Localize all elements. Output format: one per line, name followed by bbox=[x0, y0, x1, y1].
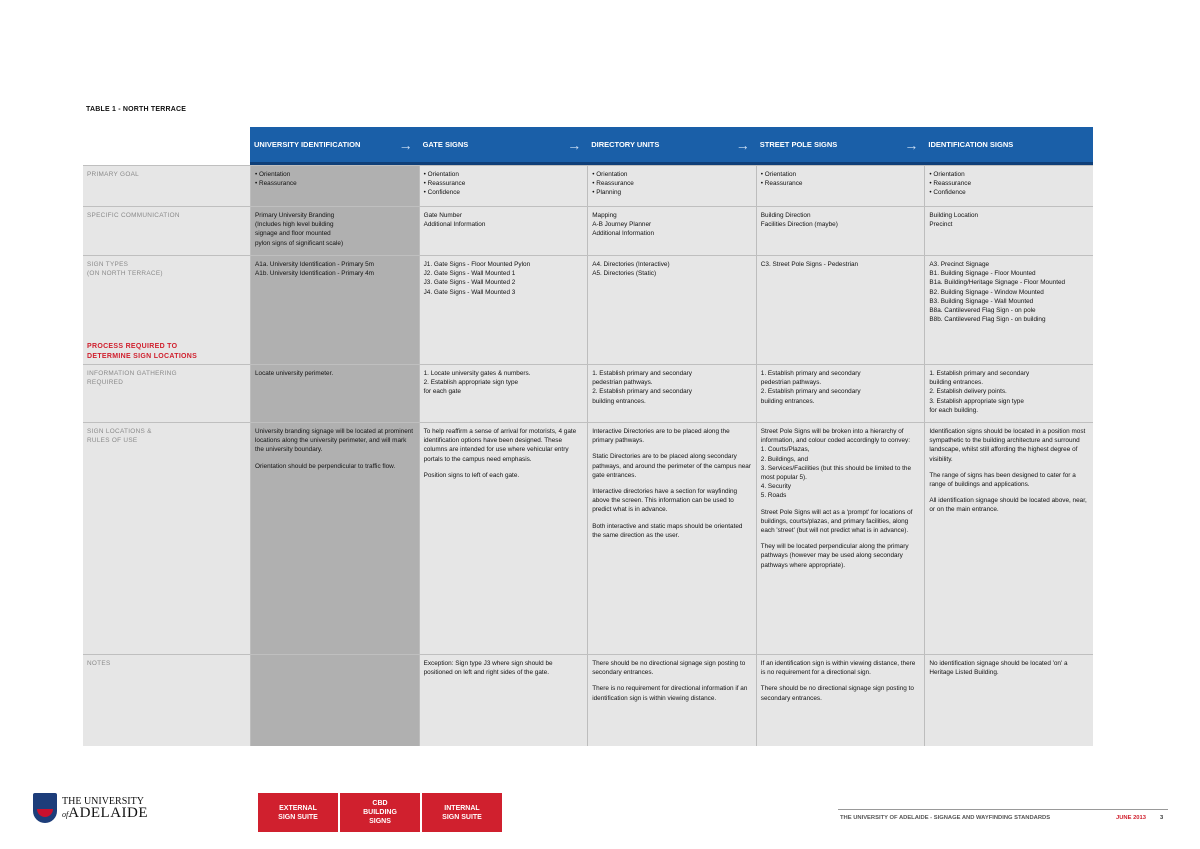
tab-internal-sign-suite[interactable]: INTERNAL SIGN SUITE bbox=[422, 793, 502, 832]
table-header bbox=[83, 127, 1093, 165]
logo-line-2: ADELAIDE bbox=[68, 805, 149, 821]
cell-paragraph: Both interactive and static maps should be orientated the same direction as the user. bbox=[592, 522, 743, 539]
table-row-information-gathering bbox=[83, 364, 1093, 422]
table-cell: C3. Street Pole Signs - Pedestrian bbox=[756, 256, 925, 364]
cell-paragraph: Street Pole Signs will act as a 'prompt' for locations of buildings, courts/plazas, and primary facilities, along each 'street' (but will not predict what is in advance). bbox=[760, 508, 913, 535]
tab-external-sign-suite[interactable]: EXTERNAL SIGN SUITE bbox=[258, 793, 338, 832]
university-logo[interactable] bbox=[33, 793, 148, 823]
cell-paragraph: Exception: Sign type J3 where sign should be positioned on left and right sides of the gate. bbox=[423, 660, 553, 677]
table-cell: 1. Establish primary and secondary pedestrian pathways. 2. Establish primary and secondary building entrances. bbox=[587, 365, 756, 422]
table-row-sign-locations bbox=[83, 422, 1093, 654]
table-cell bbox=[419, 423, 588, 654]
column-header-street-pole-signs: STREET POLE SIGNS → bbox=[756, 127, 925, 165]
row-label: SIGN LOCATIONS & RULES OF USE bbox=[83, 423, 250, 654]
logo-line-1: THE UNIVERSITY bbox=[62, 796, 144, 807]
table-row-primary-goal bbox=[83, 165, 1093, 206]
cell-paragraph: No identification signage should be located 'on' a Heritage Listed Building. bbox=[929, 660, 1068, 677]
cell-paragraph: Position signs to left of each gate. bbox=[423, 471, 520, 479]
table-cell: • Orientation • Reassurance bbox=[756, 166, 925, 206]
arrow-right-icon: → bbox=[567, 137, 582, 153]
table-cell: Building Direction Facilities Direction (maybe) bbox=[756, 207, 925, 255]
table-row-notes bbox=[83, 654, 1093, 746]
table-cell bbox=[756, 423, 925, 654]
table-cell: Building Location Precinct bbox=[924, 207, 1093, 255]
document-title: THE UNIVERSITY OF ADELAIDE - SIGNAGE AND WAYFINDING STANDARDS bbox=[840, 815, 1051, 821]
footer-divider bbox=[838, 809, 1168, 810]
table-cell: Locate university perimeter. bbox=[250, 365, 419, 422]
table-cell: 1. Locate university gates & numbers. 2. Establish appropriate sign type for each gate bbox=[419, 365, 588, 422]
table-cell bbox=[250, 423, 419, 654]
table-cell: • Orientation • Reassurance • Planning bbox=[587, 166, 756, 206]
table-cell: • Orientation • Reassurance • Confidence bbox=[924, 166, 1093, 206]
cell-paragraph: Static Directories are to be placed along secondary pathways, and around the perimeter of the campus near gate entrances. bbox=[592, 453, 751, 479]
cell-paragraph: Identification signs should be located in a position most sympathetic to the building architecture and surround landscape, whilst still affording the highest degree of visibility. bbox=[929, 428, 1086, 463]
row-label: INFORMATION GATHERING REQUIRED bbox=[83, 365, 250, 422]
table-cell: Primary University Branding (Includes high level building signage and floor mounted pylon signs of significant scale) bbox=[250, 207, 419, 255]
table-cell: J1. Gate Signs - Floor Mounted Pylon J2. Gate Signs - Wall Mounted 1 J3. Gate Signs - Wall Mounted 2 J4. Gate Signs - Wall Mounted 3 bbox=[419, 256, 588, 364]
column-header-identification-signs: IDENTIFICATION SIGNS bbox=[924, 127, 1093, 165]
table-cell: A1a. University Identification - Primary 5m A1b. University Identification - Primary 4m bbox=[250, 256, 419, 364]
tab-cbd-building-signs[interactable]: CBD BUILDING SIGNS bbox=[340, 793, 420, 832]
table-cell bbox=[756, 655, 925, 746]
arrow-right-icon: → bbox=[735, 137, 750, 153]
process-required-label: PROCESS REQUIRED TO DETERMINE SIGN LOCATIONS bbox=[87, 343, 198, 360]
cell-paragraph: Interactive Directories are to be placed along the primary pathways. bbox=[592, 428, 730, 445]
cell-paragraph: They will be located perpendicular along the primary pathways (however may be used along secondary pathways where appropriate). bbox=[760, 543, 909, 569]
table-cell: Gate Number Additional Information bbox=[419, 207, 588, 255]
cell-paragraph: Orientation should be perpendicular to traffic flow. bbox=[255, 462, 396, 470]
cell-paragraph: There should be no directional signage sign posting to secondary entrances. bbox=[592, 660, 746, 677]
column-header-university-identification: UNIVERSITY IDENTIFICATION → bbox=[250, 127, 419, 165]
table-cell: • Orientation • Reassurance bbox=[250, 166, 419, 206]
table-cell: 1. Establish primary and secondary pedestrian pathways. 2. Establish primary and secondary building entrances. bbox=[756, 365, 925, 422]
table-cell bbox=[419, 655, 588, 746]
table-cell bbox=[924, 655, 1093, 746]
suite-tabs bbox=[258, 793, 504, 832]
cell-paragraph: There is no requirement for directional information if an identification sign is within viewing distance. bbox=[592, 685, 748, 702]
table-title: TABLE 1 - NORTH TERRACE bbox=[86, 106, 187, 113]
table-cell bbox=[250, 655, 419, 746]
cell-paragraph: The range of signs has been designed to cater for a range of buildings and applications. bbox=[929, 471, 1076, 489]
row-label: PRIMARY GOAL bbox=[83, 166, 250, 206]
table-cell: A4. Directories (Interactive) A5. Directories (Static) bbox=[587, 256, 756, 364]
arrow-right-icon: → bbox=[904, 137, 919, 153]
column-header-gate-signs: GATE SIGNS → bbox=[419, 127, 588, 165]
table-cell: • Orientation • Reassurance • Confidence bbox=[419, 166, 588, 206]
table-cell: A3. Precinct Signage B1. Building Signage - Floor Mounted B1a. Building/Heritage Signage - Floor Mounted B2. Building Signage - Window Mounted B3. Building Signage - Wall Mounted B8a. Cantilevered Flag Sign - on pole B8b. Cantilevered Flag Sign - on building bbox=[924, 256, 1093, 364]
cell-paragraph: If an identification sign is within viewing distance, there is no requirement for a directional sign. bbox=[760, 660, 916, 677]
logo-of: of bbox=[62, 810, 69, 819]
table-row-specific-communication bbox=[83, 206, 1093, 255]
crest-icon bbox=[33, 793, 57, 823]
cell-paragraph: University branding signage will be located at prominent locations along the university perimeter, and will mark the university boundary. bbox=[255, 428, 414, 454]
cell-paragraph: There should be no directional signage sign posting to secondary entrances. bbox=[760, 685, 914, 702]
cell-paragraph: All identification signage should be located above, near, or on the main entrance. bbox=[929, 497, 1087, 514]
document-date: JUNE 2013 bbox=[1116, 815, 1146, 821]
table-cell bbox=[924, 423, 1093, 654]
row-label: SPECIFIC COMMUNICATION bbox=[83, 207, 250, 255]
cell-paragraph: Interactive directories have a section for wayfinding above the screen. This information can be used to predict what is in advance. bbox=[592, 488, 738, 514]
cell-paragraph: To help reaffirm a sense of arrival for motorists, 4 gate identification options have been designed. These columns are intended for use where vehicular entry portals to the campus need emphasis. bbox=[423, 428, 577, 463]
table-cell: Mapping A-B Journey Planner Additional Information bbox=[587, 207, 756, 255]
arrow-right-icon: → bbox=[398, 137, 413, 153]
table-cell bbox=[587, 655, 756, 746]
page-number: 3 bbox=[1160, 815, 1164, 821]
row-label: NOTES bbox=[83, 655, 250, 746]
table-cell: 1. Establish primary and secondary building entrances. 2. Establish delivery points. 3. Establish appropriate sign type for each building. bbox=[924, 365, 1093, 422]
cell-paragraph: Street Pole Signs will be broken into a hierarchy of information, and colour coded accordingly to convey: 1. Courts/Plazas, 2. Buildings, and 3. Services/Facilities (but this should be limited to the most popular 5). 4. Security 5. Roads bbox=[760, 428, 912, 500]
column-header-directory-units: DIRECTORY UNITS → bbox=[587, 127, 756, 165]
signage-table bbox=[83, 127, 1093, 746]
table-cell bbox=[587, 423, 756, 654]
row-label: SIGN TYPES (ON NORTH TERRACE) PROCESS REQUIRED TO DETERMINE SIGN LOCATIONS bbox=[83, 256, 250, 364]
table-row-sign-types bbox=[83, 255, 1093, 364]
